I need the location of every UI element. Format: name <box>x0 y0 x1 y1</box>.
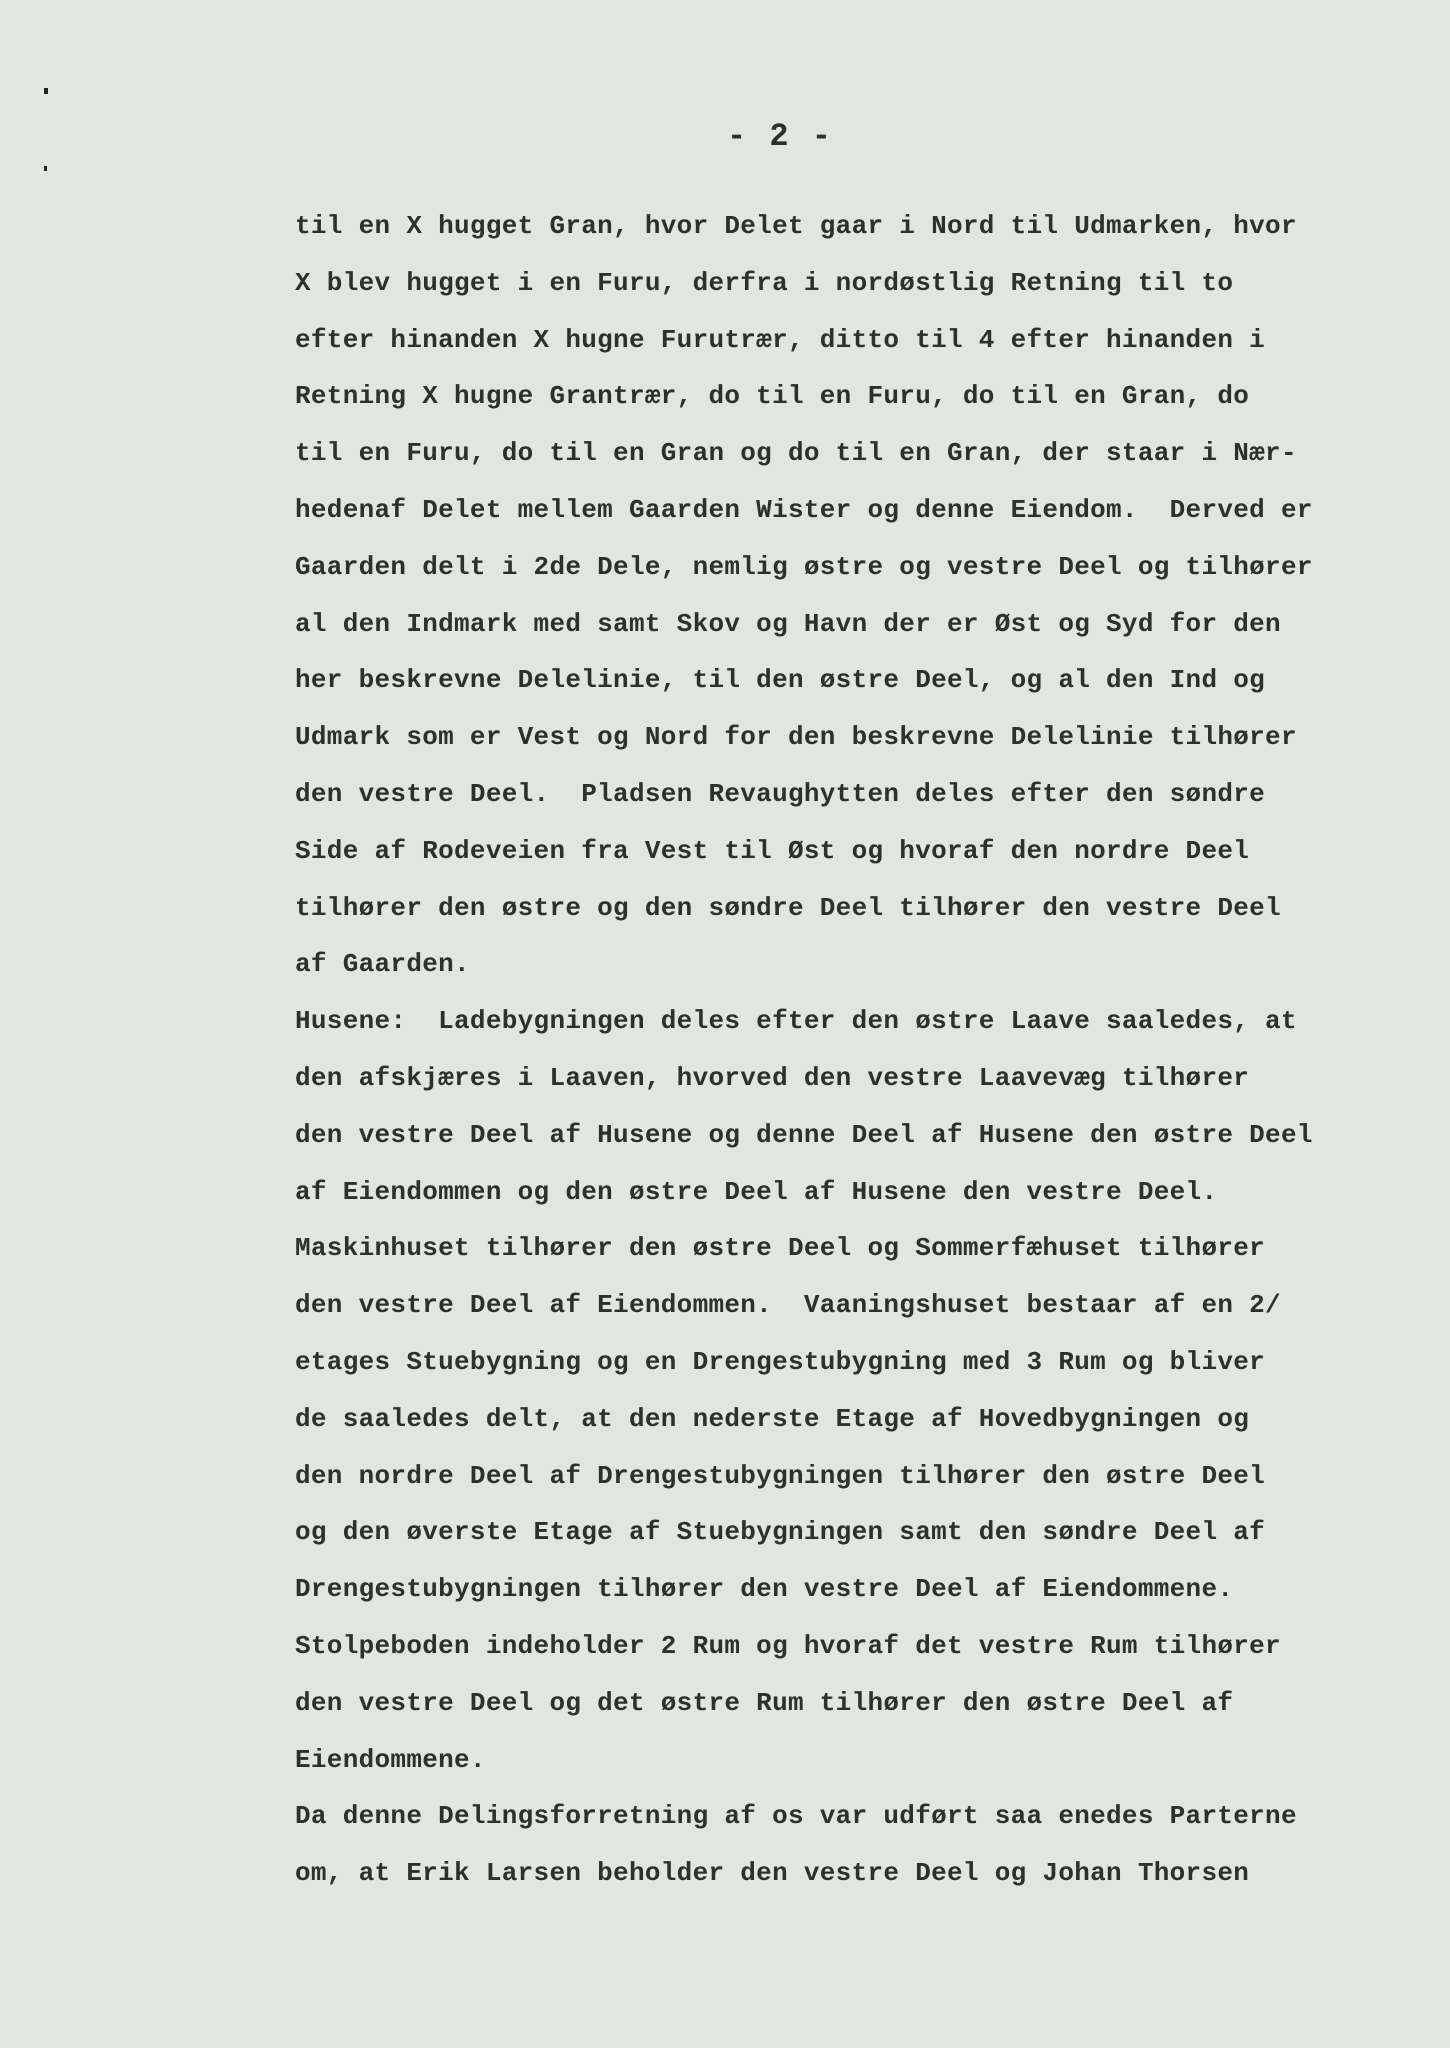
text-line: hedenaf Delet mellem Gaarden Wister og denne Eiendom. Derved er <box>295 494 1313 525</box>
text-line: af Eiendommen og den østre Deel af Husene den vestre Deel. <box>295 1176 1218 1207</box>
text-line: al den Indmark med samt Skov og Havn der er Øst og Syd for den <box>295 608 1281 639</box>
text-line: til en Furu, do til en Gran og do til en Gran, der staar i Nær- <box>295 438 1297 469</box>
text-line: etages Stuebygning og en Drengestubygning med 3 Rum og bliver <box>295 1346 1266 1377</box>
text-line: den vestre Deel af Husene og denne Deel af Husene den østre Deel <box>295 1119 1313 1150</box>
text-line: de saaledes delt, at den nederste Etage af Hovedbygningen og <box>295 1403 1250 1434</box>
text-line: Drengestubygningen tilhører den vestre Deel af Eiendommene. <box>295 1574 1234 1605</box>
text-line: den vestre Deel af Eiendommen. Vaaningshuset bestaar af en 2/ <box>295 1290 1281 1321</box>
text-line: Side af Rodeveien fra Vest til Øst og hvoraf den nordre Deel <box>295 835 1250 866</box>
text-line: X blev hugget i en Furu, derfra i nordøstlig Retning til to <box>295 267 1234 298</box>
text-line: den vestre Deel. Pladsen Revaughytten deles efter den søndre <box>295 778 1266 809</box>
text-line: den afskjæres i Laaven, hvorved den vestre Laavevæg tilhører <box>295 1062 1250 1093</box>
text-line: Stolpeboden indeholder 2 Rum og hvoraf det vestre Rum tilhører <box>295 1630 1281 1661</box>
margin-mark <box>44 88 48 94</box>
text-line: den vestre Deel og det østre Rum tilhører den østre Deel af <box>295 1687 1234 1718</box>
body-text <box>295 198 1425 1902</box>
text-line: og den øverste Etage af Stuebygningen samt den søndre Deel af <box>295 1517 1266 1548</box>
text-line: Maskinhuset tilhører den østre Deel og Sommerfæhuset tilhører <box>295 1233 1266 1264</box>
text-line: om, at Erik Larsen beholder den vestre Deel og Johan Thorsen <box>295 1858 1250 1889</box>
text-line: Retning X hugne Grantrær, do til en Furu, do til en Gran, do <box>295 381 1250 412</box>
text-line: efter hinanden X hugne Furutrær, ditto til 4 efter hinanden i <box>295 324 1266 355</box>
text-line: Udmark som er Vest og Nord for den beskrevne Delelinie tilhører <box>295 722 1297 753</box>
text-line: af Gaarden. <box>295 949 470 980</box>
margin-mark <box>44 166 47 171</box>
page-number: - 2 - <box>726 118 833 155</box>
text-line: Eiendommene. <box>295 1744 486 1775</box>
text-line: til en X hugget Gran, hvor Delet gaar i Nord til Udmarken, hvor <box>295 211 1297 241</box>
text-line: tilhører den østre og den søndre Deel tilhører den vestre Deel <box>295 892 1281 923</box>
text-line: den nordre Deel af Drengestubygningen tilhører den østre Deel <box>295 1460 1266 1491</box>
text-line: Da denne Delingsforretning af os var udført saa enedes Parterne <box>295 1801 1297 1832</box>
text-line: her beskrevne Delelinie, til den østre Deel, og al den Ind og <box>295 665 1266 696</box>
text-line: Gaarden delt i 2de Dele, nemlig østre og vestre Deel og tilhører <box>295 551 1313 582</box>
text-line: Husene: Ladebygningen deles efter den østre Laave saaledes, at <box>295 1006 1297 1037</box>
